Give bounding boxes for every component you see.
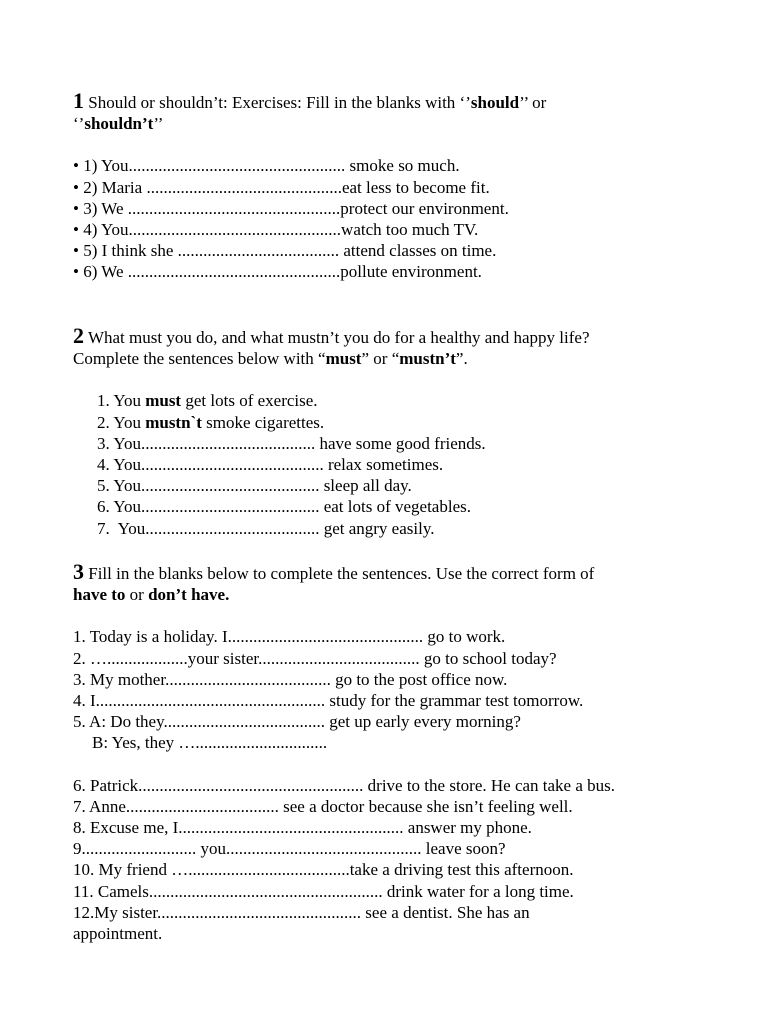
section-1-item: • 6) We ..................................................pollute environment. <box>73 262 482 282</box>
section-3-item: 2. …...................your sister...................................... go to school today? <box>73 648 557 668</box>
section-1-number: 1 <box>73 88 84 113</box>
section-3-item: 12.My sister................................................ see a dentist. She has an <box>73 902 530 922</box>
section-2-item: 1. You must get lots of exercise. <box>97 391 318 411</box>
section-3-title-cont: have to or don’t have. <box>73 585 230 605</box>
section-3-item: 8. Excuse me, I..................................................... answer my phone. <box>73 818 532 838</box>
section-3-number: 3 <box>73 559 84 584</box>
section-2-item: 6. You.......................................... eat lots of vegetables. <box>97 497 471 517</box>
section-2-item: 4. You........................................... relax sometimes. <box>97 455 444 475</box>
section-1-item: • 2) Maria ..............................................eat less to become fit. <box>73 177 490 197</box>
section-3-title: 3 Fill in the blanks below to complete the sentences. Use the correct form of <box>73 559 595 584</box>
section-1-item: • 3) We ..................................................protect our environment. <box>73 198 509 218</box>
section-2-item: 2. You mustn`t smoke cigarettes. <box>97 412 325 432</box>
section-1 <box>73 90 713 283</box>
section-3-item-answer: B: Yes, they …............................... <box>92 733 328 753</box>
section-3-item: 3. My mother....................................... go to the post office now. <box>73 669 508 689</box>
section-1-title: 1 Should or shouldn’t: Exercises: Fill in the blanks with ‘’should’’ or <box>73 88 547 113</box>
section-2-title-cont: Complete the sentences below with “must” or “mustn’t”. <box>73 349 468 369</box>
section-2-item: 3. You......................................... have some good friends. <box>97 433 486 453</box>
section-2-item: 7. You......................................... get angry easily. <box>97 518 435 538</box>
section-1-title-cont: ‘’shouldn’t’’ <box>73 114 164 134</box>
section-3-item: 11. Camels....................................................... drink water for a long time. <box>73 881 574 901</box>
section-3-item: 4. I...................................................... study for the grammar test tomorrow. <box>73 691 584 711</box>
section-3-item: 9........................... you.............................................. leave soon? <box>73 839 506 859</box>
section-2-title: 2 What must you do, and what mustn’t you do for a healthy and happy life? <box>73 323 590 348</box>
section-3-item: 6. Patrick..................................................... drive to the store. He can take a bus. <box>73 775 616 795</box>
section-2-number: 2 <box>73 323 84 348</box>
section-3-item: 5. A: Do they...................................... get up early every morning? <box>73 712 521 732</box>
section-3-item: 7. Anne.................................... see a doctor because she isn’t feeling well. <box>73 796 573 816</box>
section-1-item: • 1) You................................................... smoke so much. <box>73 156 460 176</box>
section-2-item: 5. You.......................................... sleep all day. <box>97 476 412 496</box>
section-3-item: 10. My friend …......................................take a driving test this afternoon. <box>73 860 574 880</box>
section-3-item-cont: appointment. <box>73 924 163 944</box>
section-1-item: • 5) I think she ...................................... attend classes on time. <box>73 241 497 261</box>
section-2 <box>73 325 713 539</box>
section-1-item: • 4) You..................................................watch too much TV. <box>73 220 479 240</box>
section-3-item: 1. Today is a holiday. I.............................................. go to work. <box>73 627 506 647</box>
section-3 <box>73 561 713 944</box>
